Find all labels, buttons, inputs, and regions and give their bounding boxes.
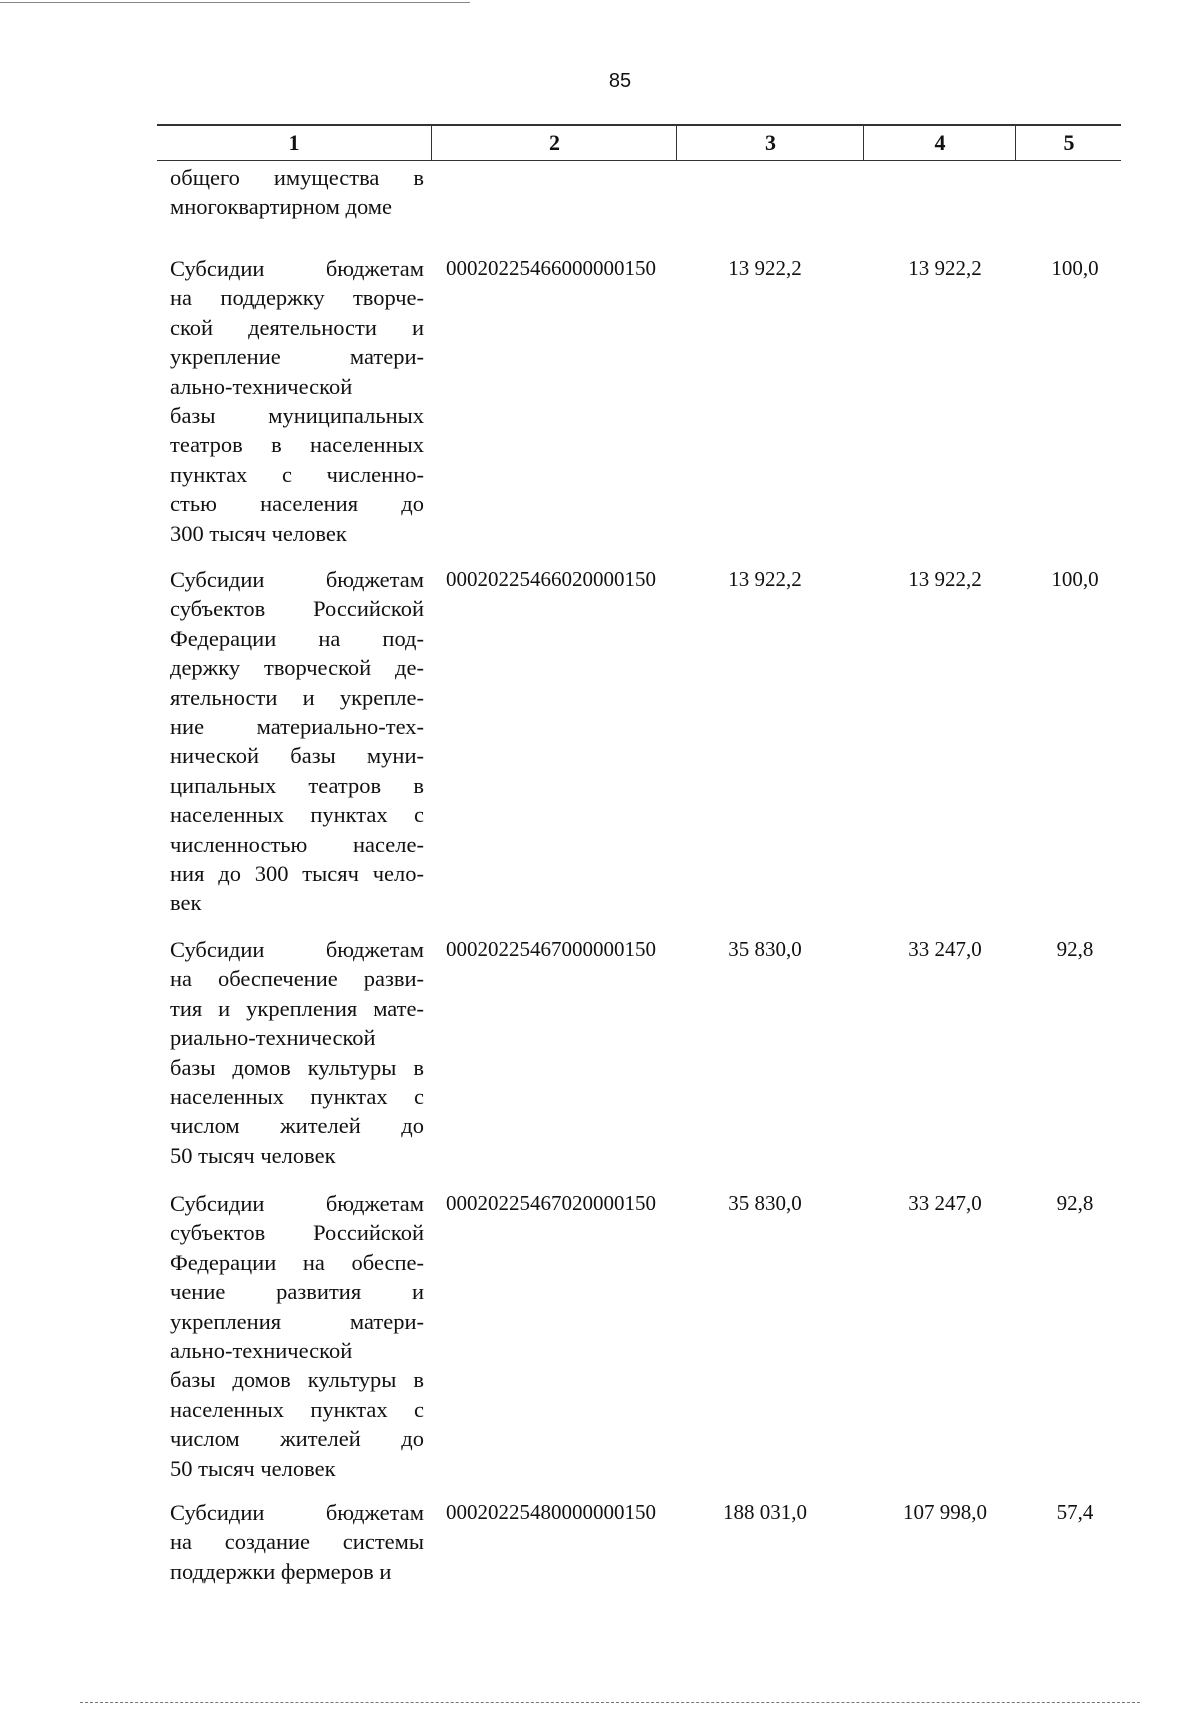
- description-line: ской деятельности и: [170, 314, 424, 340]
- row-description: [170, 565, 424, 918]
- description-line: риально-технической: [170, 1025, 376, 1051]
- column-3-value: 188 031,0: [723, 1500, 807, 1524]
- description-line: век: [170, 890, 202, 916]
- description-line: пунктах с численно-: [170, 461, 424, 487]
- column-5-value: 100,0: [1051, 256, 1099, 280]
- description-line: 50 тысяч человек: [170, 1455, 336, 1481]
- description-line: Субсидии бюджетам: [170, 1500, 424, 1525]
- row-description: [170, 163, 424, 222]
- description-line: ния до 300 тысяч чело-: [170, 860, 424, 886]
- row-description: [170, 1189, 424, 1483]
- description-line: укрепление матери-: [170, 344, 424, 370]
- description-line: числом жителей до: [170, 1113, 424, 1139]
- description-line: субъектов Российской: [170, 596, 424, 622]
- description-line: 50 тысяч человек: [170, 1142, 336, 1168]
- column-5-value: 57,4: [1056, 1500, 1094, 1524]
- description-line: Федерации на обеспе-: [170, 1249, 424, 1275]
- description-line: населенных пунктах с: [170, 802, 424, 828]
- description-line: численностью населе-: [170, 831, 424, 857]
- description-line: Субсидии бюджетам: [170, 256, 424, 281]
- budget-classification-code: 00020225466000000150: [446, 256, 656, 280]
- column-header-4: 4: [863, 126, 1016, 160]
- description-line: театров в населенных: [170, 432, 424, 458]
- description-line: ятельности и укрепле-: [170, 684, 424, 710]
- description-line: поддержки фермеров и: [170, 1558, 392, 1584]
- description-line: держку творческой де-: [170, 655, 424, 681]
- column-3-value: 35 830,0: [728, 937, 802, 961]
- budget-classification-code: 00020225480000000150: [446, 1500, 656, 1524]
- description-line: Субсидии бюджетам: [170, 937, 424, 962]
- column-5-value: 100,0: [1051, 567, 1099, 591]
- budget-classification-code: 00020225467020000150: [446, 1191, 656, 1215]
- column-4-value: 13 922,2: [908, 567, 982, 591]
- description-line: базы домов культуры в: [170, 1367, 424, 1393]
- column-header-1: 1: [288, 130, 300, 155]
- column-5-value: 92,8: [1056, 1191, 1094, 1215]
- description-line: стью населения до: [170, 491, 424, 517]
- description-line: Субсидии бюджетам: [170, 1191, 424, 1216]
- column-3-value: 13 922,2: [728, 567, 802, 591]
- scan-top-edge-line: [0, 2, 470, 3]
- description-line: на создание системы: [170, 1529, 424, 1555]
- column-header-5: 5: [1015, 126, 1122, 160]
- scan-bottom-edge-line: [80, 1702, 1140, 1703]
- description-line: тия и укрепления мате-: [170, 995, 424, 1021]
- row-description: [170, 935, 424, 1170]
- description-line: ально-технической: [170, 1337, 353, 1363]
- column-4-value: 13 922,2: [908, 256, 982, 280]
- column-3-value: 13 922,2: [728, 256, 802, 280]
- description-line: на обеспечение разви-: [170, 966, 424, 992]
- description-line: числом жителей до: [170, 1426, 424, 1452]
- column-4-value: 33 247,0: [908, 937, 982, 961]
- description-line: укрепления матери-: [170, 1308, 424, 1334]
- column-header-3: 3: [676, 126, 864, 160]
- description-line: многоквартирном доме: [170, 194, 392, 220]
- row-description: [170, 1498, 424, 1586]
- description-line: общего имущества в: [170, 165, 424, 190]
- column-4-value: 33 247,0: [908, 1191, 982, 1215]
- description-line: населенных пунктах с: [170, 1083, 424, 1109]
- description-line: чение развития и: [170, 1279, 424, 1305]
- budget-classification-code: 00020225467000000150: [446, 937, 656, 961]
- description-line: базы муниципальных: [170, 402, 424, 428]
- column-4-value: 107 998,0: [903, 1500, 987, 1524]
- description-line: Федерации на под-: [170, 625, 424, 651]
- description-line: 300 тысяч человек: [170, 520, 347, 546]
- description-line: населенных пунктах с: [170, 1396, 424, 1422]
- description-line: ние материально-тех-: [170, 713, 424, 739]
- column-5-value: 92,8: [1056, 937, 1094, 961]
- row-description: [170, 254, 424, 548]
- description-line: субъектов Российской: [170, 1220, 424, 1246]
- description-line: на поддержку творче-: [170, 285, 424, 311]
- description-line: ципальных театров в: [170, 772, 424, 798]
- description-line: ально-технической: [170, 373, 353, 399]
- table-header-row: [157, 124, 1121, 161]
- column-3-value: 35 830,0: [728, 1191, 802, 1215]
- column-header-2: 2: [431, 126, 677, 160]
- description-line: нической базы муни-: [170, 743, 424, 769]
- description-line: базы домов культуры в: [170, 1054, 424, 1080]
- budget-classification-code: 00020225466020000150: [446, 567, 656, 591]
- page-number: 85: [608, 70, 632, 92]
- description-line: Субсидии бюджетам: [170, 567, 424, 592]
